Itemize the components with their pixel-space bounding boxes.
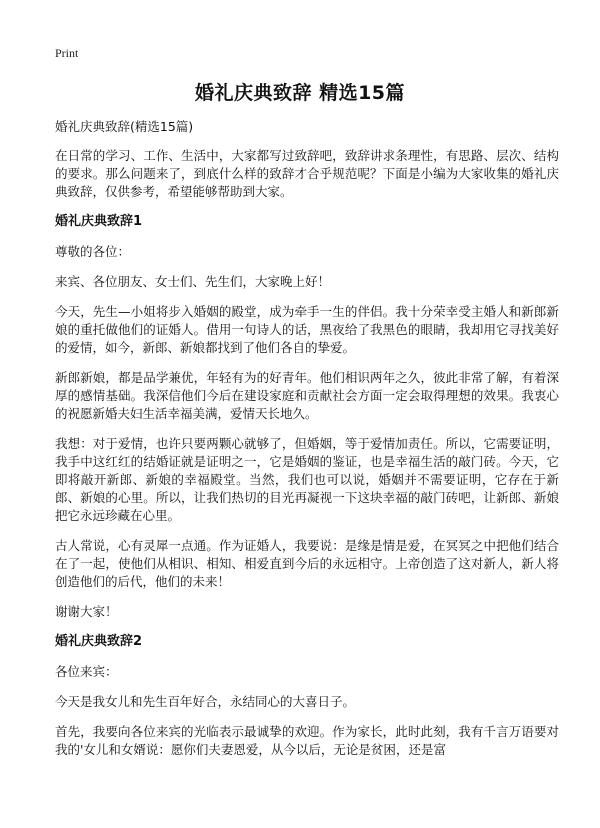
paragraph: 新郎新娘，都是品学兼优，年轻有为的好青年。他们相识两年之久，彼此非常了解，有着深厚的感情基础。我深信他们今后在建设家庭和贡献社会方面一定会取得理想的效果。我衷心的祝愿新婚夫妇生活幸福美满，爱情天长地久。 (55, 370, 559, 421)
paragraph: 今天是我女儿和先生百年好合，永结同心的大喜日子。 (55, 694, 356, 709)
document-subtitle: 婚礼庆典致辞(精选15篇) (55, 119, 194, 134)
section-heading: 婚礼庆典致辞1 (55, 214, 143, 229)
section-1 (55, 213, 559, 621)
print-link[interactable]: Print (55, 46, 79, 60)
intro-paragraph: 在日常的学习、工作、生活中，大家都写过致辞吧，致辞讲求条理性，有思路、层次、结构的要求。那么问题来了，到底什么样的致辞才合乎规范呢？下面是小编为大家收集的婚礼庆典致辞，仅供参考，希望能够帮助到大家。 (55, 148, 559, 199)
paragraph: 我想：对于爱情，也许只要两颗心就够了，但婚姻，等于爱情加责任。所以，它需要证明，我手中这红红的结婚证就是证明之一，它是婚姻的鉴证，也是幸福生活的敲门砖。今天，它即将敲开新郎、新娘的幸福殿堂。当然，我们也可以说，婚姻并不需要证明，它存在于新郎、新娘的心里。所以，让我们热切的目光再凝视一下这块幸福的敲门砖吧，让新郎、新娘把它永远珍藏在心里。 (55, 436, 559, 523)
document-body (55, 118, 559, 771)
paragraph: 今天，先生—小姐将步入婚姻的殿堂，成为牵手一生的伴侣。我十分荣幸受主婚人和新郎新娘的重托做他们的证婚人。借用一句诗人的话，黑夜给了我黑色的眼睛，我却用它寻找美好的爱情，如今，新郎、新娘都找到了他们各自的挚爱。 (55, 304, 559, 355)
paragraph: 首先，我要向各位来宾的光临表示最诚挚的欢迎。作为家长，此时此刻，我有千言万语要对我的'女儿和女婿说：愿你们夫妻恩爱，从今以后，无论是贫困，还是富 (55, 724, 559, 757)
section-heading: 婚礼庆典致辞2 (55, 634, 143, 649)
paragraph: 古人常说，心有灵犀一点通。作为证婚人，我要说：是缘是情是爱，在冥冥之中把他们结合在了一起，使他们从相识、相知、相爱直到今后的永远相守。上帝创造了这对新人，新人将创造他们的后代，他们的未来！ (55, 538, 559, 589)
page-title: 婚礼庆典致辞 精选15篇 (194, 82, 406, 104)
paragraph: 来宾、各位朋友、女士们、先生们，大家晚上好！ (55, 274, 331, 289)
paragraph: 各位来宾： (55, 664, 118, 679)
paragraph: 谢谢大家！ (55, 604, 118, 619)
section-2 (55, 633, 559, 759)
paragraph: 尊敬的各位： (55, 244, 131, 259)
